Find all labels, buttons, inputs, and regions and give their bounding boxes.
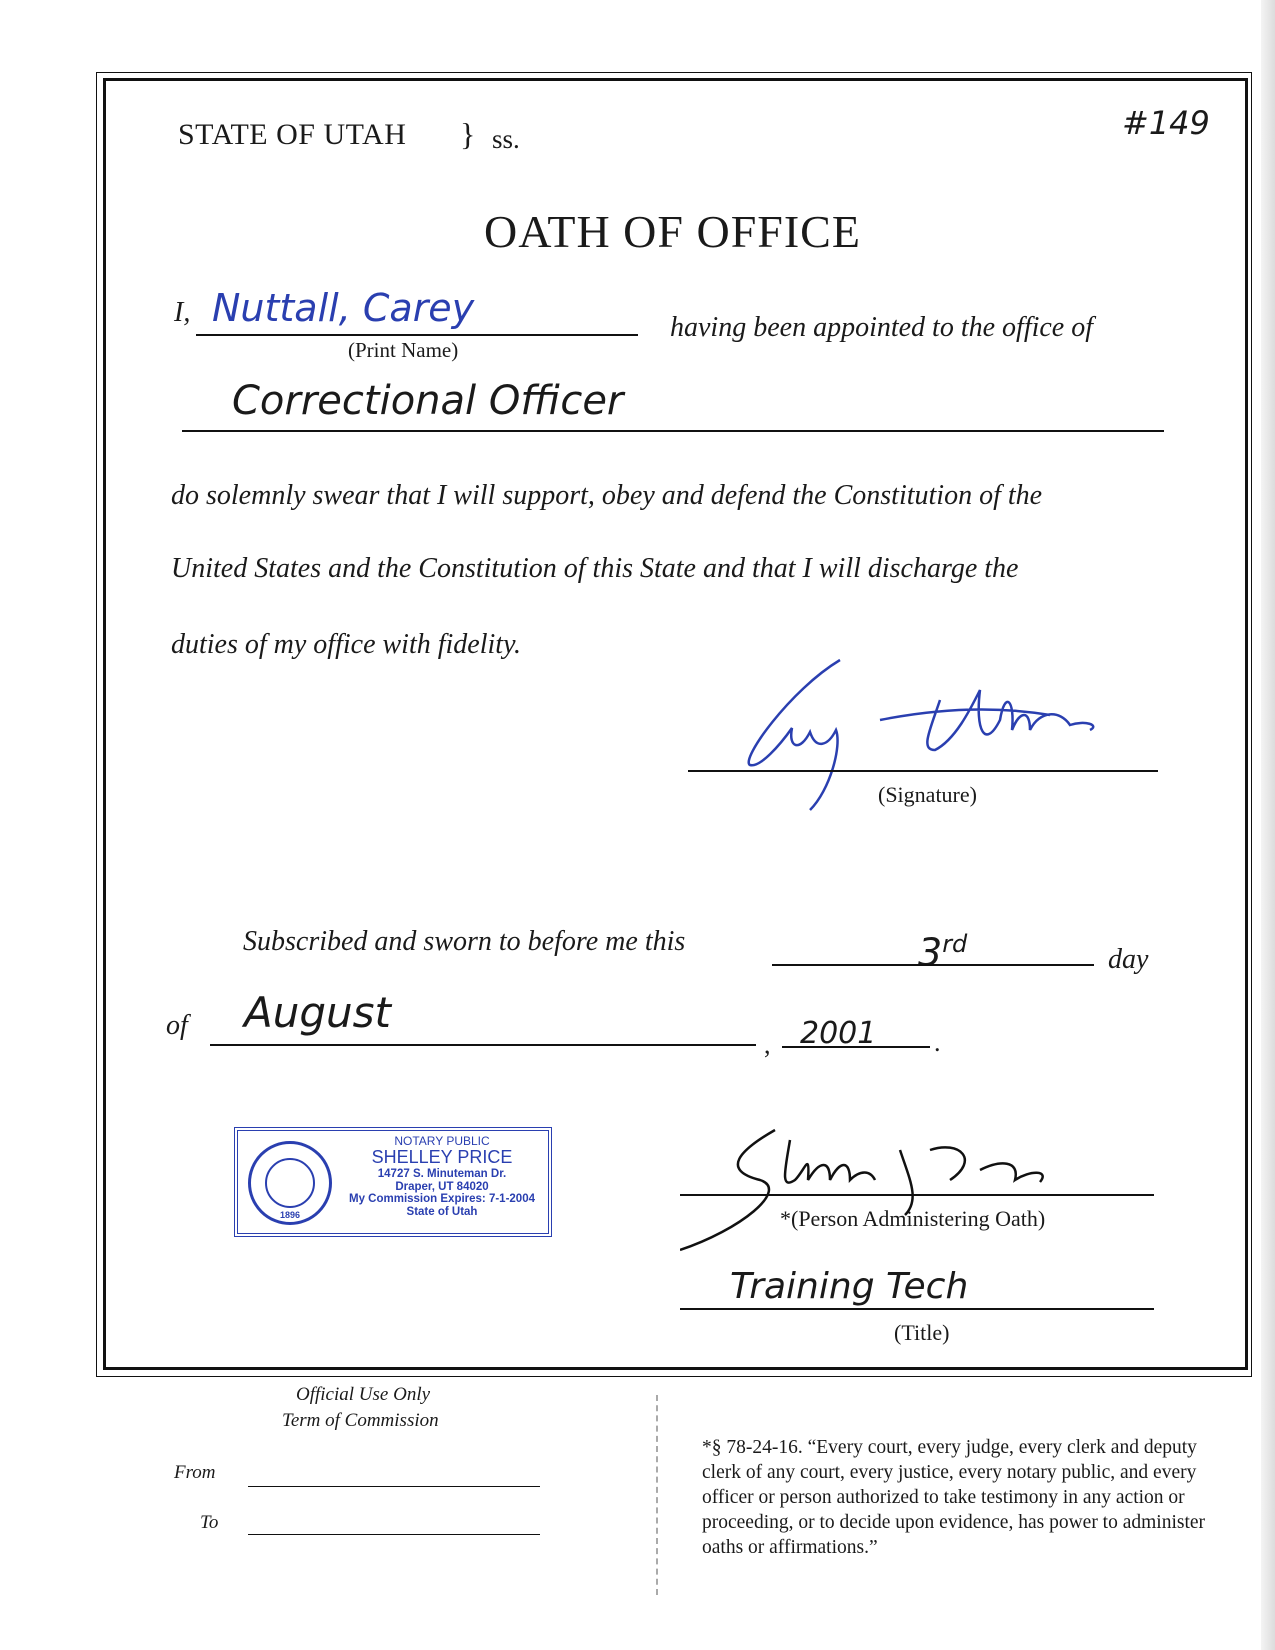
name-field[interactable]: Nuttall, Carey bbox=[212, 286, 475, 330]
month-underline bbox=[210, 1044, 756, 1046]
administrator-label: *(Person Administering Oath) bbox=[780, 1206, 1046, 1231]
administrator-signature-mark bbox=[680, 1120, 1060, 1275]
signature-underline bbox=[688, 770, 1158, 772]
year-underline bbox=[782, 1046, 930, 1048]
appointed-text: having been appointed to the office of bbox=[670, 312, 1094, 343]
administrator-underline bbox=[680, 1194, 1154, 1196]
statute-footnote: *§ 78-24-16. “Every court, every judge, every clerk and deputy clerk of any court, every justice, every notary public, and every officer or person authorized to take testimony in any action or proceeding, or to decide upon evidence, has power to administer oaths or affirmations.” bbox=[702, 1437, 1206, 1558]
month-field[interactable]: August bbox=[244, 988, 391, 1037]
notary-line1: NOTARY PUBLIC bbox=[394, 1134, 490, 1148]
ss-label: ss. bbox=[492, 124, 520, 154]
office-underline bbox=[182, 430, 1164, 432]
name-label: (Print Name) bbox=[348, 338, 459, 362]
column-divider bbox=[656, 1395, 658, 1595]
year-field[interactable]: 2001 bbox=[800, 1016, 877, 1051]
state-seal bbox=[248, 1141, 332, 1225]
oath-body-line3: duties of my office with fidelity. bbox=[171, 629, 521, 660]
seal-center bbox=[265, 1158, 315, 1208]
brace-mark: } bbox=[460, 116, 476, 152]
comma: , bbox=[764, 1030, 771, 1059]
notary-line6: State of Utah bbox=[406, 1205, 478, 1218]
notary-text bbox=[338, 1135, 546, 1219]
sworn-text: Subscribed and sworn to before me this bbox=[243, 926, 686, 957]
notary-line4: Draper, UT 84020 bbox=[395, 1180, 489, 1193]
state-heading: STATE OF UTAH bbox=[178, 118, 407, 151]
page-title: OATH OF OFFICE bbox=[484, 206, 861, 257]
day-suffix: rd bbox=[942, 930, 968, 958]
oath-body-line1: do solemnly swear that I will support, obey and defend the Constitution of the bbox=[171, 480, 1043, 511]
signature-label: (Signature) bbox=[878, 782, 977, 807]
title-underline bbox=[680, 1308, 1154, 1310]
notary-line3: 14727 S. Minuteman Dr. bbox=[377, 1167, 507, 1180]
to-label: To bbox=[200, 1512, 219, 1533]
day-value: 3 bbox=[918, 930, 943, 975]
period: . bbox=[934, 1028, 941, 1057]
name-underline bbox=[196, 334, 638, 336]
title-field[interactable]: Training Tech bbox=[730, 1266, 969, 1307]
from-label: From bbox=[174, 1462, 216, 1483]
notary-line5: My Commission Expires: 7-1-2004 bbox=[349, 1193, 535, 1206]
to-underline bbox=[248, 1534, 540, 1535]
oath-body-line2: United States and the Constitution of this State and that I will discharge the bbox=[171, 553, 1019, 584]
notary-stamp bbox=[234, 1127, 552, 1237]
official-use-heading: Official Use Only bbox=[296, 1384, 431, 1405]
day-word: day bbox=[1108, 944, 1149, 975]
notary-line2: SHELLEY PRICE bbox=[371, 1147, 513, 1168]
seal-year: 1896 bbox=[279, 1210, 301, 1220]
term-heading: Term of Commission bbox=[282, 1410, 439, 1431]
title-label: (Title) bbox=[894, 1320, 950, 1345]
day-field[interactable] bbox=[918, 930, 967, 975]
office-field[interactable]: Correctional Officer bbox=[232, 378, 624, 424]
of-word: of bbox=[166, 1010, 188, 1041]
from-underline bbox=[248, 1486, 540, 1487]
i-prefix: I, bbox=[174, 297, 191, 328]
day-underline bbox=[772, 964, 1094, 966]
document-number: #149 bbox=[1122, 104, 1210, 142]
